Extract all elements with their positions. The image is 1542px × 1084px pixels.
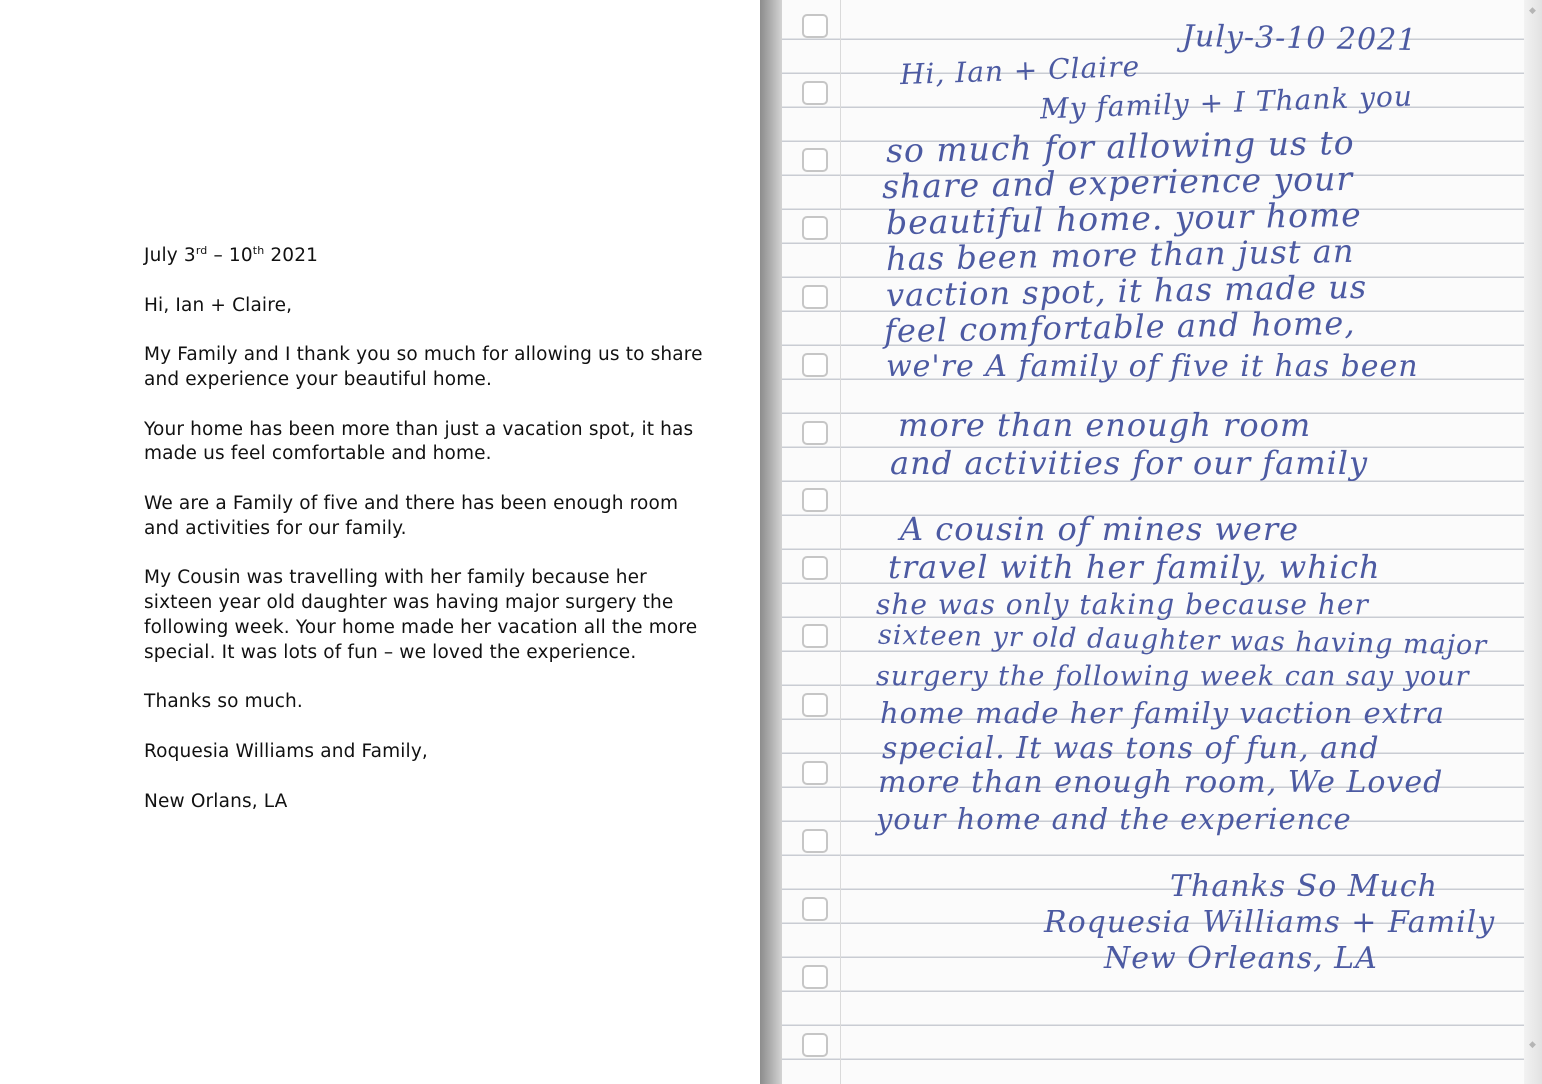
handwritten-line: Roquesia Williams + Family [1044,905,1496,940]
handwritten-line: Thanks So Much [1170,869,1438,904]
binder-hole [802,556,828,580]
letter-date: July 3rd – 10th 2021 [144,244,319,266]
letter-paragraph: My Cousin was travelling with her family because her sixteen year old daughter was having major surgery the following week. Your home made her vacation all the more special. It was lots of fun – we loved the experience. [144,567,698,663]
binder-hole [802,829,828,853]
handwritten-line: feel comfortable and home, [883,303,1356,351]
handwritten-line: vaction spot, it has made us [885,267,1368,315]
binder-hole [802,353,828,377]
handwritten-line: July-3-10 2021 [1181,18,1418,59]
binder-hole [802,488,828,512]
binder-hole [802,965,828,989]
binder-hole [802,1033,828,1057]
handwritten-line: beautiful home. your home [885,194,1363,243]
binder-hole [802,148,828,172]
margin-line [840,0,841,1084]
letter-paragraph: We are a Family of five and there has been enough room and activities for our family. [144,492,679,539]
letter-closing: Thanks so much. [144,691,303,713]
handwritten-line: and activities for our family [890,444,1369,482]
handwritten-line: so much for allowing us to [885,122,1355,171]
letter-paragraph: Your home has been more than just a vacation spot, it has made us feel comfortable and home. [144,418,694,465]
handwritten-line: My family + I Thank you [1039,79,1414,126]
handwritten-line: sixteen yr old daughter was having major [877,619,1488,662]
binder-hole [802,14,828,38]
handwritten-line: we're A family of five it has been [886,349,1419,384]
page-edge-mark: ◆ [1529,6,1536,16]
typed-transcription [144,244,704,839]
binder-hole [802,285,828,309]
handwritten-line: more than enough room [898,406,1312,444]
handwritten-line: she was only taking because her [876,588,1369,621]
handwritten-line: A cousin of mines were [900,510,1300,548]
binder-hole [802,693,828,717]
binder-hole [802,81,828,105]
letter-location: New Orlans, LA [144,790,288,812]
binder-hole [802,216,828,240]
letter-paragraph: My Family and I thank you so much for allowing us to share and experience your beautiful home. [144,344,703,390]
page-edge-mark: ◆ [1529,1040,1536,1050]
handwritten-line: special. It was tons of fun, and [882,731,1380,766]
letter-signature: Roquesia Williams and Family, [144,740,428,762]
binder-hole [802,897,828,921]
handwritten-line: surgery the following week can say your [876,661,1470,692]
handwritten-line: more than enough room, We Loved [878,765,1444,800]
binder-hole [802,761,828,785]
letter-greeting: Hi, Ian + Claire, [144,294,293,316]
handwritten-line: home made her family vaction extra [880,696,1445,730]
binder-hole [802,421,828,445]
handwritten-line: your home and the experience [876,802,1352,836]
handwritten-line: share and experience your [881,158,1354,207]
handwritten-line: New Orleans, LA [1104,941,1378,976]
handwritten-line: has been more than just an [885,231,1355,279]
binder-hole [802,624,828,648]
handwritten-line: Hi, Ian + Claire [899,49,1141,92]
page-right-edge [1524,0,1542,1084]
handwritten-line: travel with her family, which [888,548,1381,586]
scan-binding-shadow [760,0,782,1084]
